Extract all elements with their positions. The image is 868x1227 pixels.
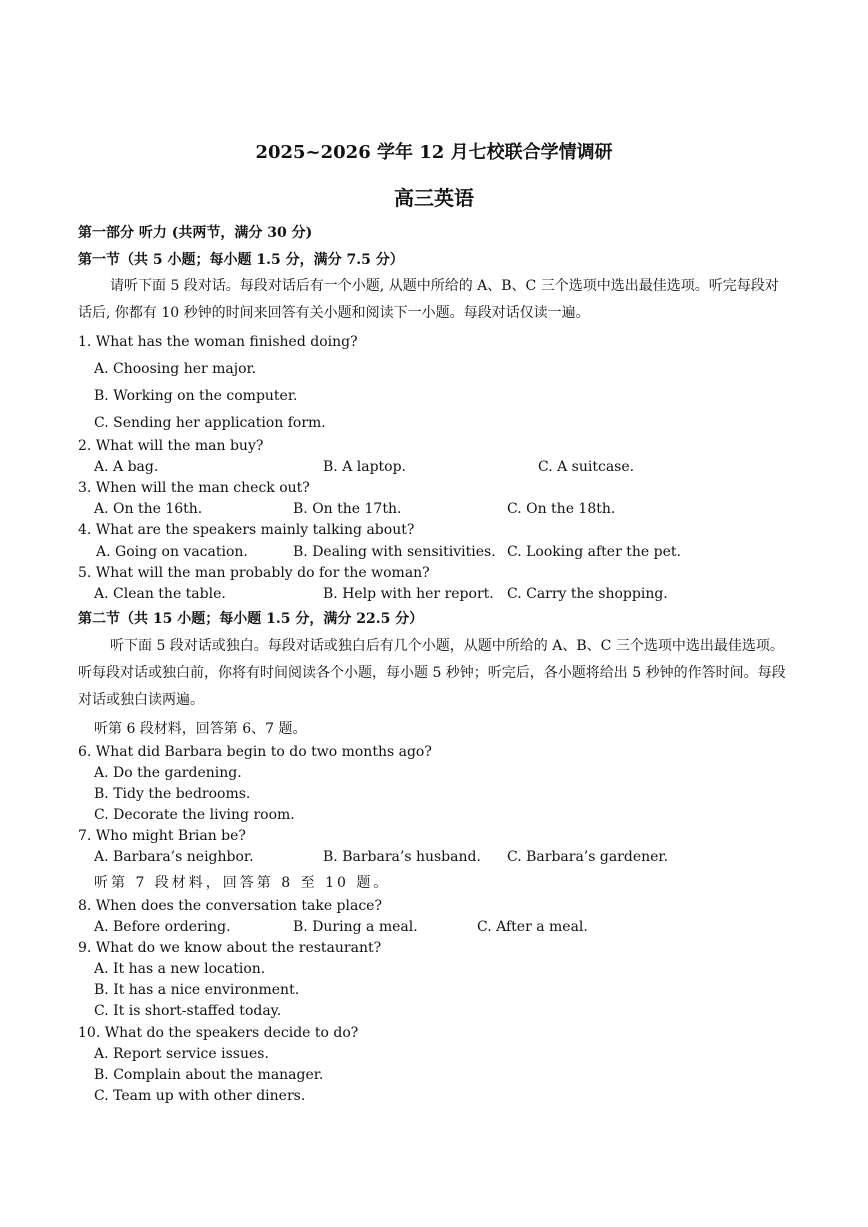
option-8b: B. During a meal. [293,919,418,935]
question-2: 2. What will the man buy? [78,438,264,454]
option-6b: B. Tidy the bedrooms. [94,786,251,802]
option-9a: A. It has a new location. [94,961,266,977]
option-10c: C. Team up with other diners. [94,1088,306,1104]
question-3: 3. When will the man check out? [78,480,310,496]
material-6-instruction: 听第 6 段材料，回答第 6、7 题。 [94,721,307,737]
option-1c: C. Sending her application form. [94,415,326,431]
option-4a: A. Going on vacation. [96,544,248,560]
option-4c: C. Looking after the pet. [507,544,681,560]
option-2b: B. A laptop. [323,459,407,475]
option-8c: C. After a meal. [477,919,588,935]
option-1b: B. Working on the computer. [94,388,298,404]
subject-title: 高三英语 [394,186,474,210]
question-4: 4. What are the speakers mainly talking about? [78,522,415,538]
option-5c: C. Carry the shopping. [507,586,668,602]
option-10b: B. Complain about the manager. [94,1067,324,1083]
part1-heading: 第一部分 听力 (共两节，满分 30 分) [78,225,313,241]
option-4b: B. Dealing with sensitivities. [293,544,496,560]
option-5b: B. Help with her report. [323,586,494,602]
question-6: 6. What did Barbara begin to do two months ago? [78,744,432,760]
option-8a: A. Before ordering. [94,919,231,935]
question-5: 5. What will the man probably do for the woman? [78,565,430,581]
option-7b: B. Barbara’s husband. [323,849,481,865]
option-3c: C. On the 18th. [507,501,616,517]
option-3a: A. On the 16th. [94,501,203,517]
option-9b: B. It has a nice environment. [94,982,300,998]
material-7-instruction: 听第 7 段材料，回答第 8 至 10 题。 [94,875,391,891]
section2-heading: 第二节（共 15 小题；每小题 1.5 分，满分 22.5 分） [78,611,424,627]
option-1a: A. Choosing her major. [94,361,257,377]
option-3b: B. On the 17th. [293,501,402,517]
exam-title: 2025~2026 学年 12 月七校联合学情调研 [255,142,613,163]
option-9c: C. It is short-staffed today. [94,1003,282,1019]
question-9: 9. What do we know about the restaurant? [78,940,382,956]
option-7a: A. Barbara’s neighbor. [94,849,254,865]
option-2a: A. A bag. [94,459,159,475]
section1-heading: 第一节（共 5 小题；每小题 1.5 分，满分 7.5 分） [78,252,404,268]
section2-instructions: 听下面 5 段对话或独白。每段对话或独白后有几个小题，从题中所给的 A、B、C 三个选项中选出最佳选项。听每段对话或独白前，你将有时间阅读各个小题，每小题 5 秒钟；听完后，各小题将给出 5 秒钟的作答时间。每段对话或独白读两遍。 [78,638,786,708]
section1-instructions: 请听下面 5 段对话。每段对话后有一个小题, 从题中所给的 A、B、C 三个选项中选出最佳选项。听完每段对话后, 你都有 10 秒钟的时间来回答有关小题和阅读下一小题。每段对话仅读一遍。 [78,278,779,321]
option-6a: A. Do the gardening. [94,765,242,781]
question-7: 7. Who might Brian be? [78,828,246,844]
question-10: 10. What do the speakers decide to do? [78,1025,359,1041]
question-1: 1. What has the woman finished doing? [78,334,358,350]
option-2c: C. A suitcase. [538,459,635,475]
option-6c: C. Decorate the living room. [94,807,295,823]
option-7c: C. Barbara’s gardener. [507,849,669,865]
option-10a: A. Report service issues. [94,1046,269,1062]
question-8: 8. When does the conversation take place? [78,898,382,914]
option-5a: A. Clean the table. [94,586,226,602]
